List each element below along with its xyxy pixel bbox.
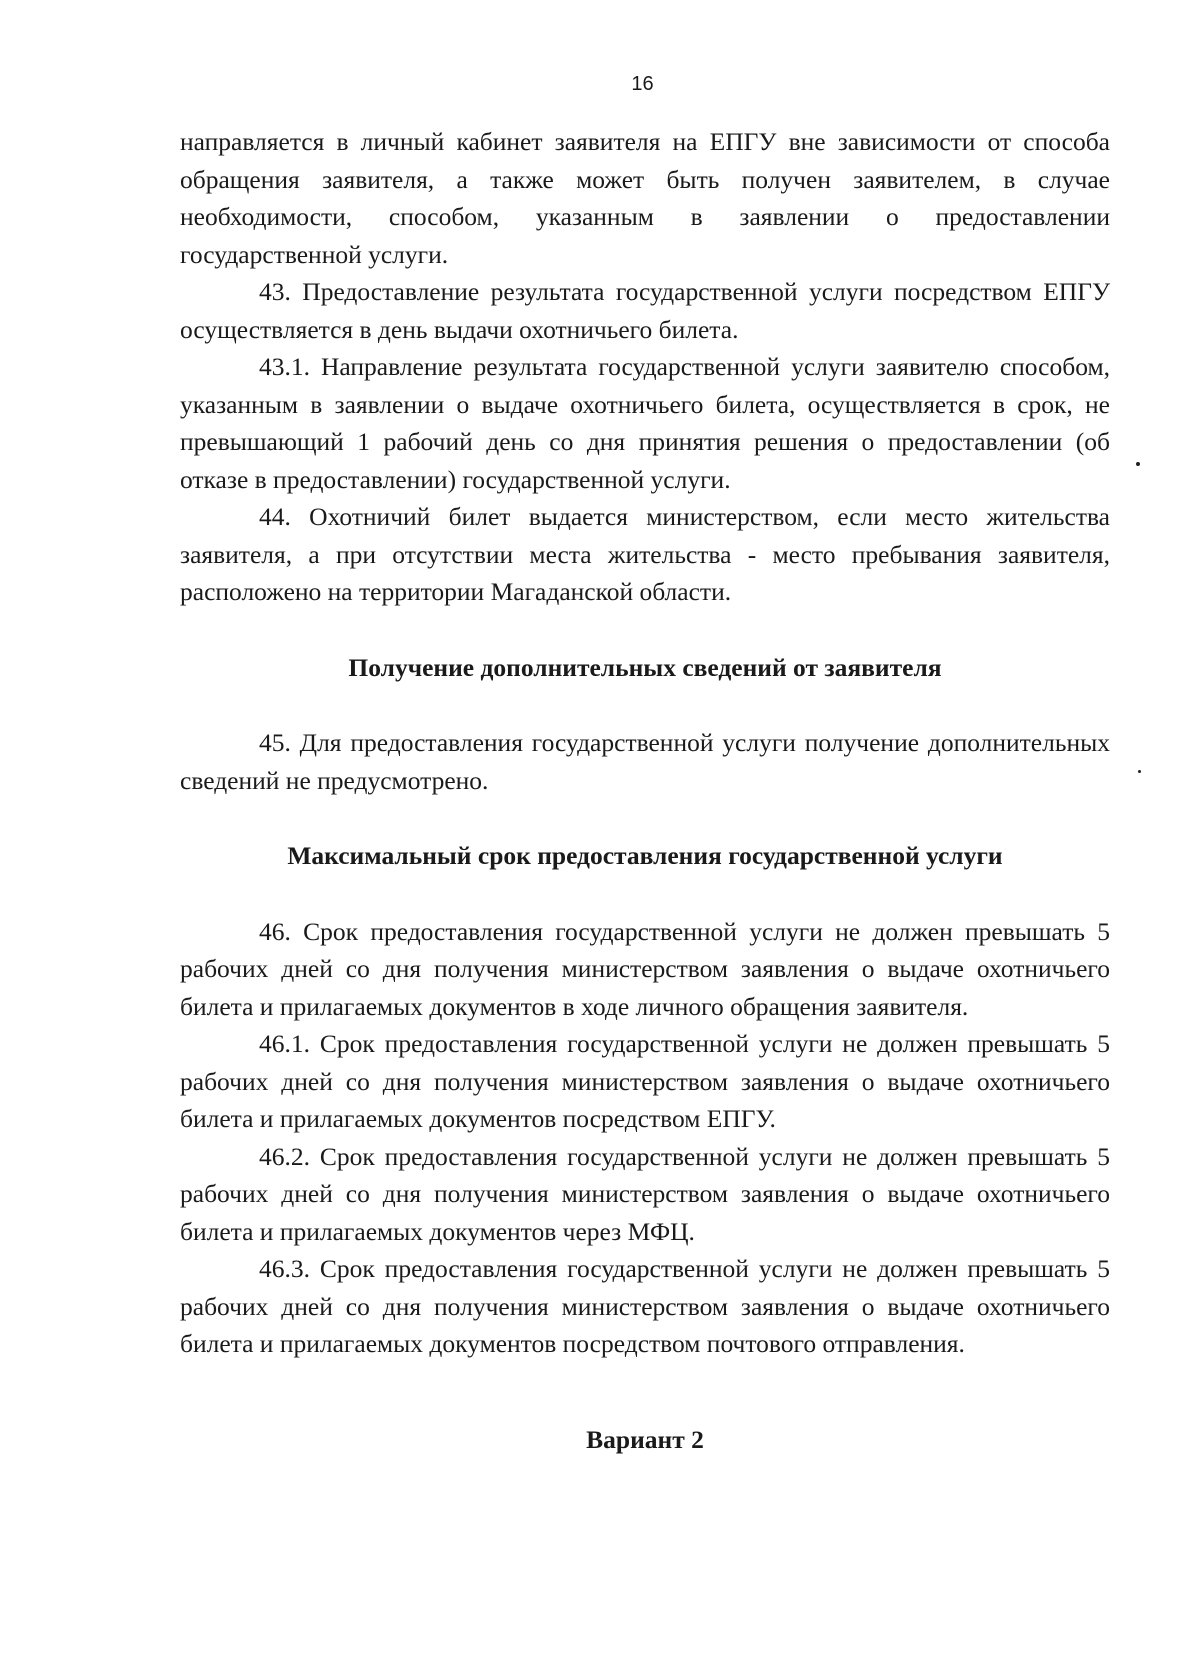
paragraph-continuation: направляется в личный кабинет заявителя на ЕПГУ вне зависимости от способа обращения заявителя, а также может быть получен заявителем, в случае необходимости, способом, указанным в заявлении о предоставлении государственной услуги. (180, 127, 1110, 269)
section-heading-variant: Вариант 2 (586, 1424, 704, 1454)
spacer (180, 611, 1110, 649)
paragraph-44: 44. Охотничий билет выдается министерством, если место жительства заявителя, а при отсутствии места жительства - место пребывания заявителя, расположено на территории Магаданской области. (180, 502, 1110, 606)
paragraph-46-3: 46.3. Срок предоставления государственной услуги не должен превышать 5 рабочих дней со дня получения министерством заявления о выдаче охотничьего билета и прилагаемых документов посредством почтового отправления. (180, 1254, 1110, 1358)
scan-speck (1136, 462, 1140, 466)
spacer (180, 875, 1110, 913)
paragraph-43: 43. Предоставление результата государственной услуги посредством ЕПГУ осуществляется в день выдачи охотничьего билета. (180, 277, 1110, 344)
spacer (180, 1363, 1110, 1421)
section-heading-additional-info: Получение дополнительных сведений от заявителя (348, 652, 942, 682)
paragraph-45: 45. Для предоставления государственной услуги получение дополнительных сведений не предусмотрено. (180, 728, 1110, 795)
paragraph-43-1: 43.1. Направление результата государственной услуги заявителю способом, указанным в заявлении о выдаче охотничьего билета, осуществляется в срок, не превышающий 1 рабочий день со дня принятия решения о предоставлении (об отказе в предоставлении) государственной услуги. (180, 352, 1110, 494)
section-heading-max-term: Максимальный срок предоставления государственной услуги (287, 841, 1003, 870)
spacer (180, 799, 1110, 837)
paragraph-46: 46. Срок предоставления государственной услуги не должен превышать 5 рабочих дней со дня получения министерством заявления о выдаче охотничьего билета и прилагаемых документов в ходе личного обращения заявителя. (180, 916, 1110, 1021)
page-number: 16 (631, 73, 654, 95)
document-body (180, 123, 1110, 1458)
spacer (180, 686, 1110, 724)
scan-speck (1138, 770, 1141, 773)
paragraph-46-1: 46.1. Срок предоставления государственной услуги не должен превышать 5 рабочих дней со дня получения министерством заявления о выдаче охотничьего билета и прилагаемых документов посредством ЕПГУ. (180, 1029, 1110, 1133)
paragraph-46-2: 46.2. Срок предоставления государственной услуги не должен превышать 5 рабочих дней со дня получения министерством заявления о выдаче охотничьего билета и прилагаемых документов через МФЦ. (180, 1141, 1110, 1246)
